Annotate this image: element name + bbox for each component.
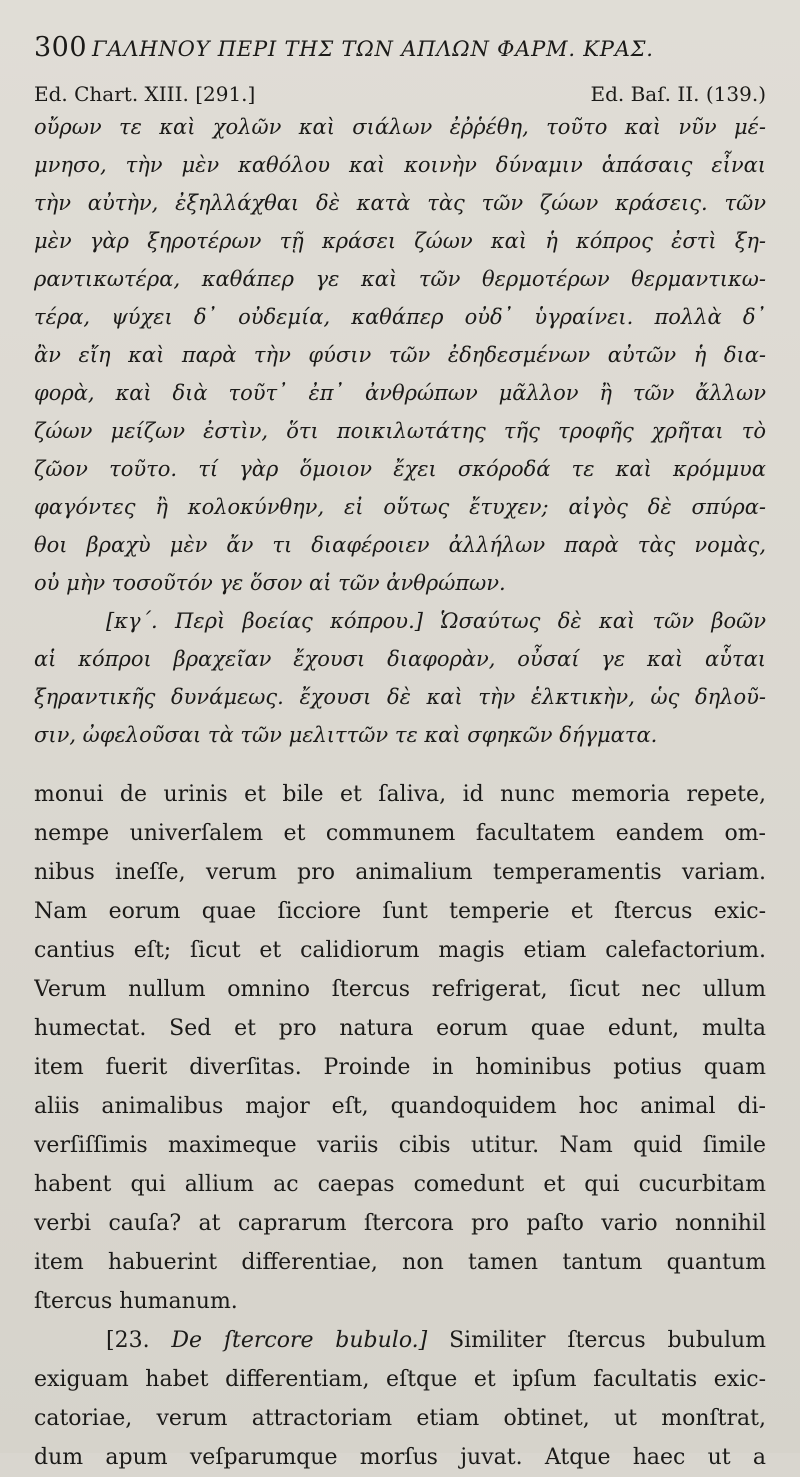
greek-line: ζῶον τοῦτο. τί γὰρ ὅμοιον ἔχει σκόροδά τε καὶ κρόμμυα — [34, 457, 766, 481]
latin-line: Verum nullum omnino ſtercus refrigerat, ſicut nec ullum — [34, 977, 766, 1002]
edition-basel-reference: Ed. Baſ. II. (139.) — [590, 82, 766, 106]
latin-line: exiguam habet differentiam, eſtque et ipſum facultatis exic- — [34, 1367, 766, 1392]
latin-line: ſtercus humanum. — [34, 1289, 238, 1314]
latin-line: item habuerint differentiae, non tamen tantum quantum — [34, 1250, 766, 1275]
greek-line: ξηραντικῆς δυνάμεως. ἔχουσι δὲ καὶ τὴν ἑλκτικὴν, ὡς δηλοῦ- — [34, 685, 766, 709]
greek-line: φορὰ, καὶ διὰ τοῦτ᾽ ἐπ᾽ ἀνθρώπων μᾶλλον ἢ τῶν ἄλλων — [34, 381, 766, 405]
latin-section-number: [23. — [106, 1328, 150, 1353]
greek-line: οὐ μὴν τοσοῦτόν γε ὅσον αἱ τῶν ἀνθρώπων. — [34, 571, 506, 595]
latin-section-title: De ſtercore bubulo.] — [171, 1328, 428, 1353]
running-title: ΓΑΛΗΝΟΥ ΠΕΡΙ ΤΗΣ ΤΩΝ ΑΠΛΩΝ ΦΑΡΜ. ΚΡΑΣ. — [92, 37, 654, 61]
greek-line: θοι βραχὺ μὲν ἄν τι διαφέροιεν ἀλλήλων παρὰ τὰς νομὰς, — [34, 533, 766, 557]
greek-section-text: Ὡσαύτως δὲ καὶ τῶν βοῶν — [440, 609, 766, 633]
latin-line: verbi cauſa? at caprarum ſtercora pro paſto vario nonnihil — [34, 1211, 766, 1236]
latin-line: aliis animalibus major eſt, quandoquidem hoc animal di- — [34, 1094, 766, 1119]
greek-line: μνησο, τὴν μὲν καθόλου καὶ κοινὴν δύναμιν ἁπάσαις εἶναι — [34, 153, 766, 177]
greek-section-heading: [κγ΄. Περὶ βοείας κόπρου.] — [106, 609, 423, 633]
latin-line: nibus ineſſe, verum pro animalium temperamentis variam. — [34, 860, 766, 885]
latin-line: catoriae, verum attractoriam etiam obtinet, ut monſtrat, — [34, 1406, 766, 1431]
latin-line: item fuerit diverſitas. Proinde in hominibus potius quam — [34, 1055, 766, 1080]
latin-text — [34, 775, 766, 1477]
latin-section-text: Similiter ſtercus bubulum — [449, 1328, 766, 1353]
page-number: 300 — [34, 32, 88, 63]
latin-line: monui de urinis et bile et ſaliva, id nunc memoria repete, — [34, 782, 766, 807]
latin-line: Nam eorum quae ſicciore ſunt temperie et ſtercus exic- — [34, 899, 766, 924]
latin-line: verſiſſimis maximeque variis cibis utitur. Nam quid ſimile — [34, 1133, 766, 1158]
greek-line: τὴν αὐτὴν, ἐξηλλάχθαι δὲ κατὰ τὰς τῶν ζώων κράσεις. τῶν — [34, 191, 766, 215]
greek-line: ραντικωτέρα, καθάπερ γε καὶ τῶν θερμοτέρων θερμαντικω- — [34, 267, 766, 291]
greek-line: οὔρων τε καὶ χολῶν καὶ σιάλων ἐῤῥέθη, τοῦτο καὶ νῦν μέ- — [34, 115, 766, 139]
latin-section-first-line — [34, 1321, 766, 1360]
greek-text — [34, 108, 766, 754]
greek-line: τέρα, ψύχει δ᾽ οὐδεμία, καθάπερ οὐδ᾽ ὑγραίνει. πολλὰ δ᾽ — [34, 305, 766, 329]
greek-section-first-line — [34, 602, 766, 640]
edition-references — [34, 82, 766, 110]
greek-line: φαγόντες ἢ κολοκύνθην, εἰ οὕτως ἔτυχεν; αἰγὸς δὲ σπύρα- — [34, 495, 766, 519]
greek-line: μὲν γὰρ ξηροτέρων τῇ κράσει ζώων καὶ ἡ κόπρος ἐστὶ ξη- — [34, 229, 766, 253]
greek-line: ζώων μείζων ἐστὶν, ὅτι ποικιλωτάτης τῆς τροφῆς χρῆται τὸ — [34, 419, 766, 443]
latin-line: nempe univerſalem et communem facultatem eandem om- — [34, 821, 766, 846]
page-header — [34, 26, 774, 64]
latin-line: habent qui allium ac caepas comedunt et qui cucurbitam — [34, 1172, 766, 1197]
latin-line: dum apum veſparumque morſus juvat. Atque haec ut a — [34, 1445, 766, 1470]
greek-line: αἱ κόπροι βραχεῖαν ἔχουσι διαφορὰν, οὖσαί γε καὶ αὗται — [34, 647, 766, 671]
greek-line: σιν, ὠφελοῦσαι τὰ τῶν μελιττῶν τε καὶ σφηκῶν δήγματα. — [34, 723, 658, 747]
latin-line: cantius eſt; ſicut et calidiorum magis etiam calefactorium. — [34, 938, 766, 963]
greek-line: ἂν εἴη καὶ παρὰ τὴν φύσιν τῶν ἐδηδεσμένων αὐτῶν ἡ δια- — [34, 343, 766, 367]
latin-line: humectat. Sed et pro natura eorum quae edunt, multa — [34, 1016, 766, 1041]
edition-chart-reference: Ed. Chart. XIII. [291.] — [34, 82, 256, 106]
